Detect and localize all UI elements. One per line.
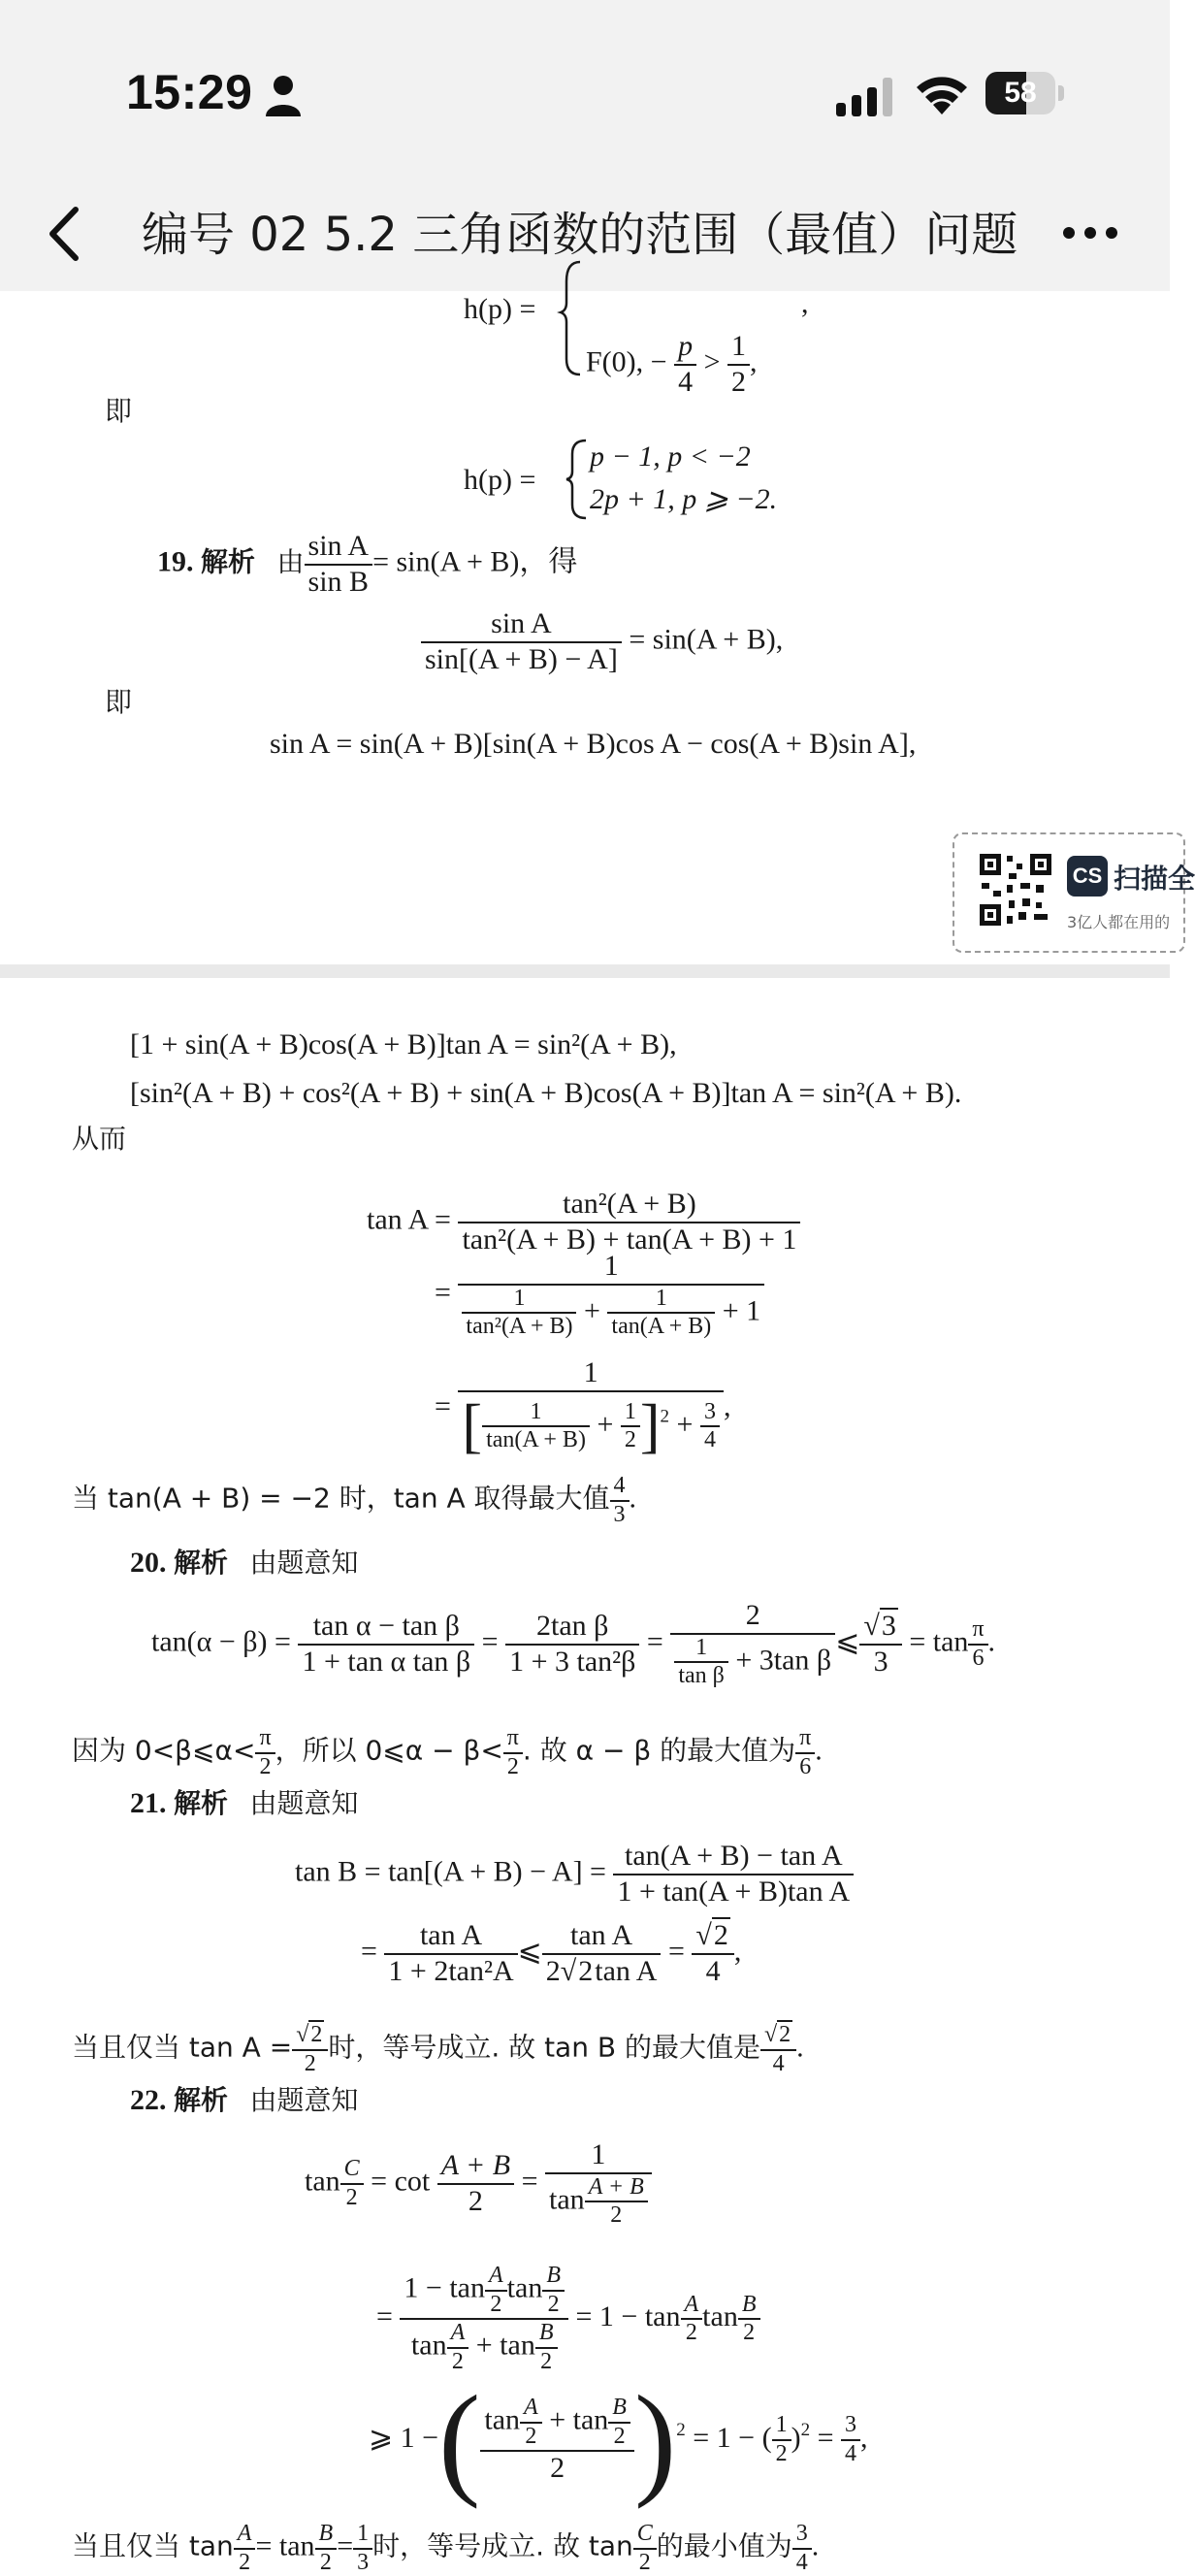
q19-equation-2: $\frac{\text{sin A}}{\sin[(A + B) - A]}$ = sin(A + B), xyxy=(421,607,783,676)
document-title: 编号 02 5.2 三角函数的范围（最值）问题 xyxy=(142,208,1018,262)
tanA-row-2: = 1 $\frac{1}{\text{tan²(A + B)}}$ + $\frac{1}{\tan(A + B)}$ + 1 xyxy=(435,1250,764,1341)
nav-bar xyxy=(0,175,1170,291)
hp2-case-1: p − 1, p < −2 xyxy=(590,440,751,473)
battery-indicator xyxy=(985,72,1063,114)
hp2-lhs: h(p) = xyxy=(464,464,536,496)
battery-level: 58 xyxy=(1004,77,1037,109)
q22-equation-3: ⩾ 1 −( tan $\frac{A}{2}$ + tan $\frac{B}{2}$ 2 )$^2$ = 1 − ( $\frac{1}{2}$ )$^2$ = $\frac{3}{4}$ , xyxy=(369,2370,868,2510)
hp2-case-2: 2p + 1, p ⩾ −2. xyxy=(590,483,778,515)
wifi-icon xyxy=(914,72,970,116)
status-time: 15:29 xyxy=(126,65,253,119)
more-options-icon[interactable] xyxy=(1059,223,1121,243)
ji-label-1: 即 xyxy=(105,395,133,427)
q22-equation-1: tan $\frac{C}{2}$ = cot $\frac{A + B}{2}$ = 1 tan $\frac{A + B}{2}$ xyxy=(305,2138,652,2230)
q22-heading: 22. 解析 由题意知 xyxy=(130,2084,359,2116)
hp1-case: F(0), − $\frac{p}{4}$ > $\frac{1}{2}$ , xyxy=(586,330,758,398)
q22-equation-2: = 1 − tan $\frac{A}{2}$ tan $\frac{B}{2}$ tan $\frac{A}{2}$ + tan $\frac{B}{2}$ = 1 − tan $\frac{A}{2}$ tan $\frac{B}{2}$ xyxy=(376,2263,760,2375)
brace-icon xyxy=(566,439,590,520)
hp1-lhs: h(p) = xyxy=(464,293,536,325)
status-bar xyxy=(0,0,1170,175)
q19-heading: 19. 解析 由 $\frac{\text{sin A}}{\text{sin B}}$ = sin(A + B)，得 xyxy=(157,530,578,598)
hp1-comma-top: , xyxy=(801,287,809,319)
back-chevron-icon[interactable] xyxy=(43,200,85,268)
scanner-app-ad[interactable] xyxy=(953,832,1195,953)
q21-heading: 21. 解析 由题意知 xyxy=(130,1787,359,1819)
qr-code-icon xyxy=(980,854,1051,926)
camscanner-logo-icon: CS xyxy=(1067,856,1108,897)
page-separator xyxy=(0,964,1170,978)
q20-heading: 20. 解析 由题意知 xyxy=(130,1547,359,1579)
person-icon xyxy=(264,74,303,116)
p2-line-2: [sin²(A + B) + cos²(A + B) + sin(A + B)cos(A + B)]tan A = sin²(A + B). xyxy=(130,1077,962,1109)
congr-label: 从而 xyxy=(72,1123,127,1155)
q22-conclusion: 当且仅当 tan $\frac{A}{2}$ = tan $\frac{B}{2}$ = $\frac{1}{3}$ 时，等号成立. 故 tan $\frac{C}{2}$ 的最小值为 $\frac{3}{4}$ . xyxy=(72,2521,820,2575)
q21-equation-1: tan B = tan[(A + B) − A] = $\frac{\text{tan(A + B) − tan A}}{\text{1 + tan(A + B)tan A}}$ xyxy=(295,1840,854,1908)
q21-equation-2: = $\frac{\text{tan A}}{\text{1 + 2tan²A}}$ ⩽ $\frac{\text{tan A}}{\text{2√2tan A}}$ = $\frac{√2}{4}$ , xyxy=(361,1919,742,1987)
scanner-ad-subtitle: 3亿人都在用的 xyxy=(1067,913,1171,931)
app-chrome xyxy=(0,0,1170,291)
ji-label-2: 即 xyxy=(105,686,133,718)
q20-conclusion: 因为 0<β⩽α< $\frac{\pi}{2}$ ，所以 0⩽α − β< $\frac{\pi}{2}$ . 故 α − β 的最大值为 $\frac{\pi}{6}$ . xyxy=(72,1725,823,1779)
tanA-row-3: = 1 [ $\frac{1}{\tan(A + B)}$ + $\frac{1}{2}$ ]$^2$ + $\frac{3}{4}$ , xyxy=(435,1356,731,1459)
q21-conclusion: 当且仅当 tan A = $\frac{√2}{2}$ 时，等号成立. 故 tan B 的最大值是 $\frac{√2}{4}$ . xyxy=(72,2022,804,2076)
q19-equation-3: sin A = sin(A + B)[sin(A + B)cos A − cos(A + B)sin A], xyxy=(270,728,917,760)
q19-conclusion: 当 tan(A + B) = −2 时，tan A 取得最大值 $\frac{4}{3}$ . xyxy=(72,1473,637,1527)
document-page-2 xyxy=(0,978,1170,2575)
cellular-signal-icon xyxy=(836,78,896,116)
scanner-ad-label: 扫描全 xyxy=(1114,863,1195,895)
p2-line-1: [1 + sin(A + B)cos(A + B)]tan A = sin²(A + B), xyxy=(130,1028,677,1060)
tanA-row-1: tan A = $\frac{\text{tan²(A + B)}}{\text{tan²(A + B) + tan(A + B) + 1}}$ xyxy=(367,1188,800,1256)
document-page-1 xyxy=(0,287,1195,964)
brace-icon xyxy=(561,262,584,376)
q20-equation: tan(α − β) = $\frac{\text{tan α − tan β}}{\text{1 + tan α tan β}}$ = $\frac{\text{2tan β}}{\text{1 + 3 tan²β}}$ = 2 $\frac{1}{\text{tan β}}$ + 3tan β ⩽ $\frac{√3}{3}$ = tan $\frac{\pi}{6}$ . xyxy=(151,1599,996,1689)
